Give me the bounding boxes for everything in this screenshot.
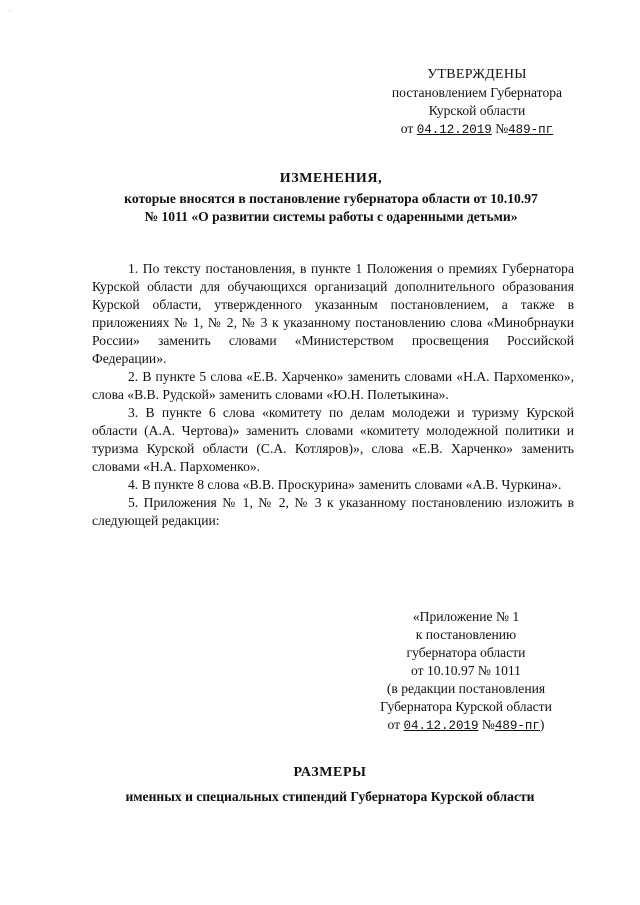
appendix-date-prefix: от — [387, 717, 401, 732]
appendix-number: 489-пг — [494, 719, 540, 733]
appendix-line-5: (в редакции постановления — [386, 681, 546, 696]
appendix-line-4: от 10.10.97 № 1011 — [411, 663, 521, 678]
document-body — [92, 260, 574, 530]
paragraph-4: 4. В пункте 8 слова «В.В. Проскурина» заменить словами «А.В. Чуркина». — [128, 477, 562, 492]
sizes-heading — [80, 764, 580, 806]
paragraph-2: 2. В пункте 5 слова «Е.В. Харченко» заменить словами «Н.А. Пархоменко», слова «В.В. Рудской» заменить словами «Ю.Н. Полетыкина». — [92, 369, 574, 402]
sizes-title: РАЗМЕРЫ — [293, 765, 367, 780]
appendix-date-line — [356, 716, 576, 735]
appendix-date: 04.12.2019 — [403, 719, 479, 733]
appendix-header — [356, 608, 576, 735]
approval-line-2: Курской области — [428, 103, 526, 118]
approval-date-prefix: от — [400, 121, 414, 136]
changes-heading — [86, 170, 576, 226]
paragraph-1: 1. По тексту постановления, в пункте 1 Положения о премиях Губернатора Курской области для обучающихся организаций дополнительного образования Курской области, утвержденного указанным постановлением, а также в приложениях № 1, № 2, № 3 к указанному постановлению слова «Минобрнауки России» заменить словами «Министерством просвещения Российской Федерации». — [92, 261, 574, 366]
approval-date-line — [372, 120, 582, 139]
paragraph-5: 5. Приложения № 1, № 2, № 3 к указанному постановлению изложить в следующей редакции: — [92, 495, 574, 528]
appendix-line-1: «Приложение № 1 — [412, 609, 520, 624]
appendix-line-2: к постановлению — [415, 627, 517, 642]
appendix-closing: ) — [539, 717, 545, 732]
appendix-line-3: губернатора области — [406, 645, 526, 660]
scan-corner-mark: - — [8, 6, 12, 16]
sizes-subtitle: именных и специальных стипендий Губернатора Курской области — [125, 789, 535, 804]
changes-subtitle-line-2: № 1011 «О развитии системы работы с одаренными детьми» — [144, 209, 518, 224]
paragraph-3: 3. В пункте 6 слова «комитету по делам молодежи и туризму Курской области (А.А. Чертова)» заменить словами «комитету молодежной политики и туризма Курской области (С.А. Котляров)», слова «Е.В. Харченко» заменить словами «Н.А. Пархоменко». — [92, 405, 574, 474]
appendix-line-6: Губернатора Курской области — [380, 699, 552, 714]
changes-subtitle-line-1: которые вносятся в постановление губернатора области от 10.10.97 — [124, 191, 538, 206]
approval-stamp — [372, 66, 582, 139]
appendix-number-prefix: № — [481, 717, 495, 732]
approval-number: 489-пг — [508, 123, 554, 137]
changes-title: ИЗМЕНЕНИЯ, — [279, 171, 383, 186]
approval-line-1: постановлением Губернатора — [391, 85, 563, 100]
approval-title: УТВЕРЖДЕНЫ — [427, 67, 527, 82]
approval-number-prefix: № — [495, 121, 509, 136]
approval-date: 04.12.2019 — [416, 123, 492, 137]
